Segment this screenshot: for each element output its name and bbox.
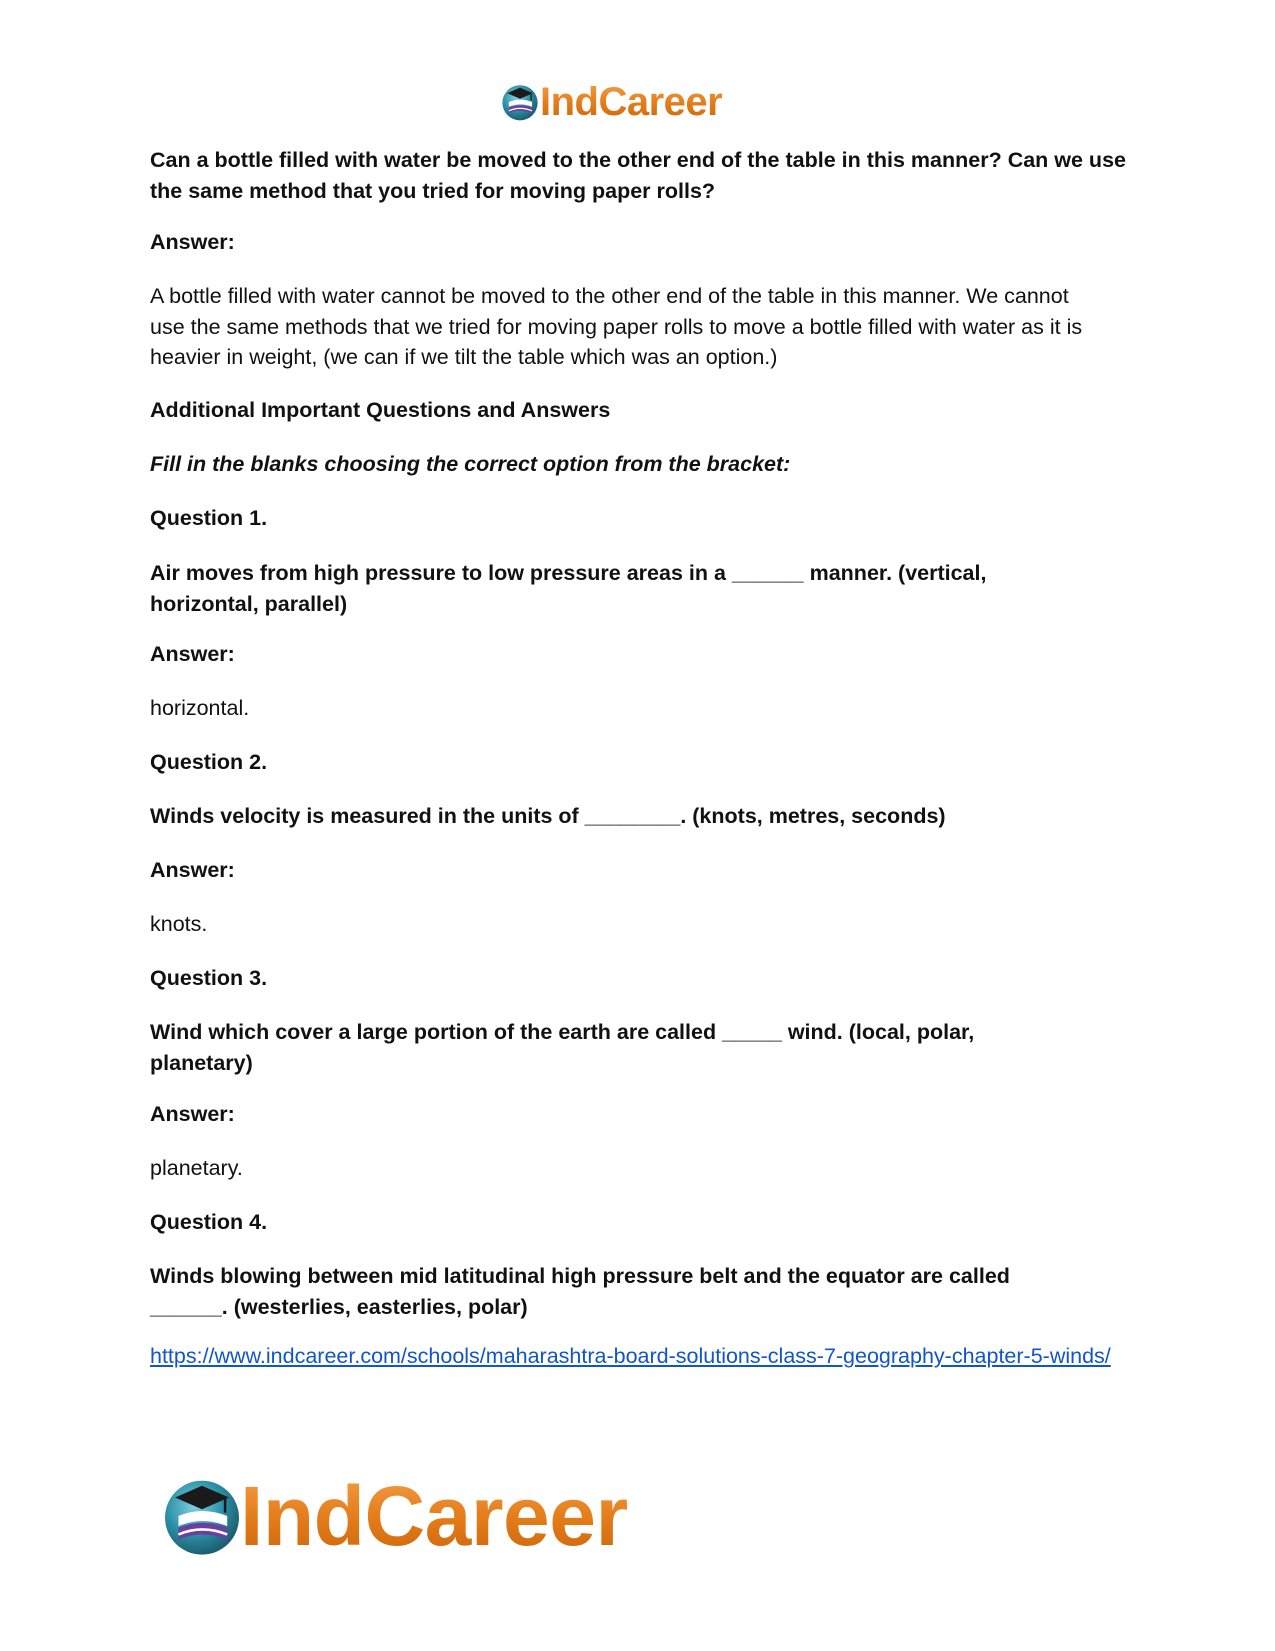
question-3-answer-label: Answer:	[150, 1102, 235, 1126]
section-heading: Additional Important Questions and Answers	[150, 398, 611, 422]
question-4-label: Question 4.	[150, 1210, 268, 1234]
question-2-answer: knots.	[150, 912, 208, 936]
question-1-text: Air moves from high pressure to low pressure areas in a ______ manner. (vertical, horizontal, parallel)	[150, 561, 987, 616]
instruction-text: Fill in the blanks choosing the correct option from the bracket:	[150, 452, 791, 476]
question-3-label: Question 3.	[150, 966, 268, 990]
intro-answer-text: A bottle filled with water cannot be moved to the other end of the table in this manner. We cannot use the same methods that we tried for moving paper rolls to move a bottle filled with water as it is heavier in weight, (we can if we tilt the table which was an option.)	[150, 284, 1083, 369]
question-2-answer-label: Answer:	[150, 858, 235, 882]
logo-wordmark: IndCareer	[540, 79, 723, 124]
logo-footer	[160, 1468, 628, 1564]
question-2-label: Question 2.	[150, 750, 268, 774]
graduation-cap-globe-e-icon	[160, 1474, 244, 1558]
question-1-label: Question 1.	[150, 506, 268, 530]
question-3-answer: planetary.	[150, 1156, 243, 1180]
question-1-answer: horizontal.	[150, 696, 250, 720]
logo-header	[500, 78, 722, 126]
graduation-cap-globe-e-icon	[500, 82, 540, 122]
intro-answer-label: Answer:	[150, 230, 235, 254]
source-link[interactable]: https://www.indcareer.com/schools/maharashtra-board-solutions-class-7-geography-chapter-5-winds/	[150, 1344, 1111, 1368]
intro-question: Can a bottle filled with water be moved to the other end of the table in this manner? Can we use the same method that you tried for moving paper rolls?	[150, 148, 1126, 203]
logo-wordmark-footer: IndCareer	[240, 1468, 628, 1563]
question-3-text: Wind which cover a large portion of the earth are called _____ wind. (local, polar, planetary)	[150, 1020, 975, 1075]
question-4-text: Winds blowing between mid latitudinal high pressure belt and the equator are called ______. (westerlies, easterlies, polar)	[150, 1264, 1010, 1319]
question-2-text: Winds velocity is measured in the units of ________. (knots, metres, seconds)	[150, 804, 946, 828]
question-1-answer-label: Answer:	[150, 642, 235, 666]
